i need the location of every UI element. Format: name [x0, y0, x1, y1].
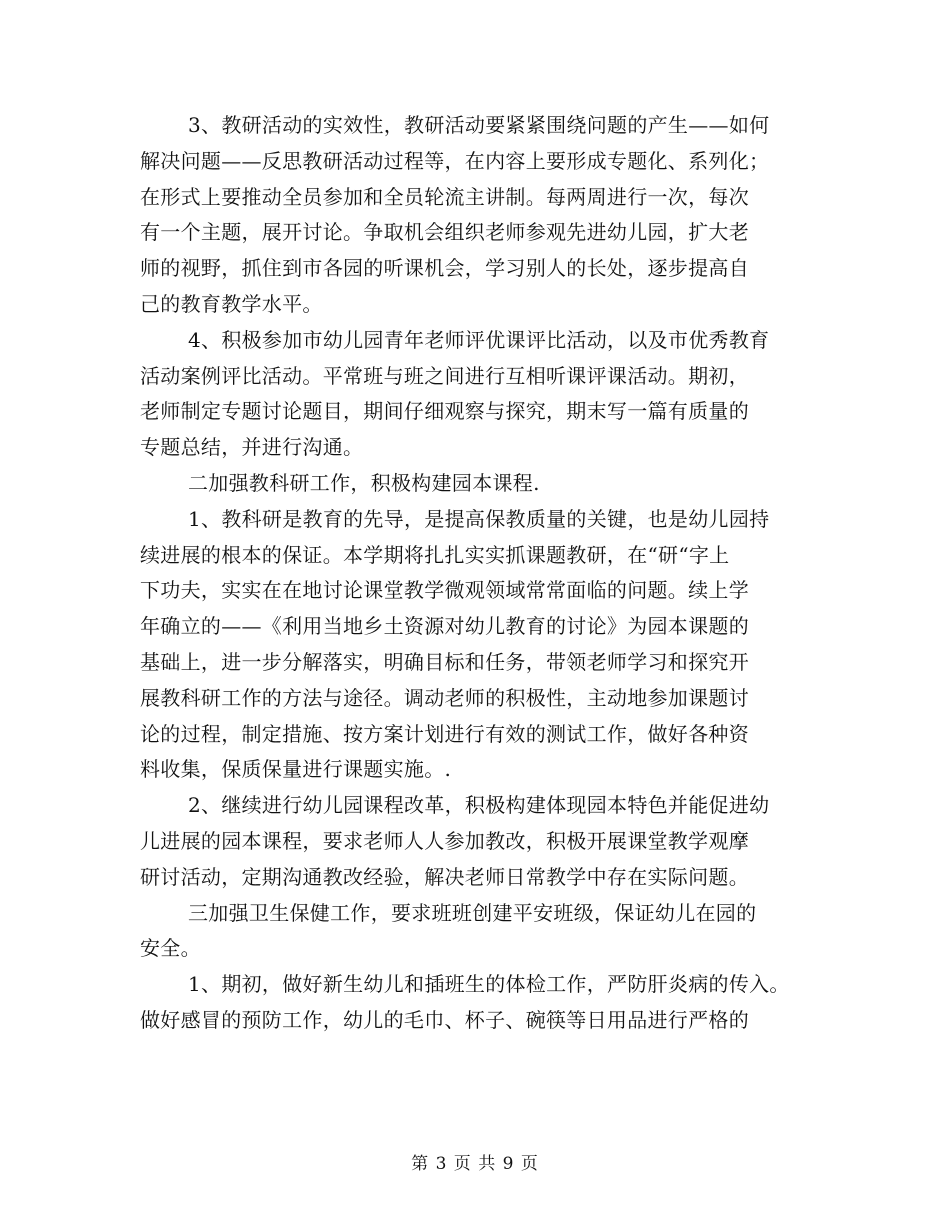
paragraph-line: 解决问题——反思教研活动过程等，在内容上要形成专题化、系列化； — [140, 148, 770, 173]
paragraph-line: 儿进展的园本课程，要求老师人人参加教改，积极开展课堂教学观摩 — [140, 828, 749, 853]
paragraph-line: 在形式上要推动全员参加和全员轮流主讲制。每两周进行一次，每次 — [140, 184, 749, 209]
paragraph-line: 4、积极参加市幼儿园青年老师评优课评比活动，以及市优秀教育 — [188, 327, 770, 352]
paragraph-line: 活动案例评比活动。平常班与班之间进行互相听课评课活动。期初， — [140, 363, 749, 388]
paragraph-line: 有一个主题，展开讨论。争取机会组织老师参观先进幼儿园，扩大老 — [140, 220, 749, 245]
paragraph-line: 下功夫，实实在在地讨论课堂教学微观领域常常面临的问题。续上学 — [140, 578, 749, 603]
paragraph-line: 己的教育教学水平。 — [140, 291, 323, 316]
paragraph-line: 料收集，保质保量进行课题实施。. — [140, 757, 452, 782]
paragraph-line: 续进展的根本的保证。本学期将扎扎实实抓课题教研，在“研“字上 — [140, 542, 730, 567]
paragraph-line: 师的视野，抓住到市各园的听课机会，学习别人的长处，逐步提高自 — [140, 256, 749, 281]
paragraph-line: 老师制定专题讨论题目，期间仔细观察与探究，期末写一篇有质量的 — [140, 399, 749, 424]
paragraph-line: 2、继续进行幼儿园课程改革，积极构建体现园本特色并能促进幼 — [188, 793, 770, 818]
page-number-footer: 第 3 页 共 9 页 — [411, 1154, 539, 1174]
paragraph-line: 做好感冒的预防工作，幼儿的毛巾、杯子、碗筷等日用品进行严格的 — [140, 1007, 749, 1032]
paragraph-line: 1、期初，做好新生幼儿和插班生的体检工作，严防肝炎病的传入。 — [188, 972, 790, 997]
paragraph-line: 论的过程，制定措施、按方案计划进行有效的测试工作，做好各种资 — [140, 721, 749, 746]
section-heading: 三加强卫生保健工作，要求班班创建平安班级，保证幼儿在园的 — [188, 900, 757, 925]
section-heading: 二加强教科研工作，积极构建园本课程. — [188, 470, 540, 495]
document-body — [140, 108, 820, 1039]
paragraph-line: 展教科研工作的方法与途径。调动老师的积极性，主动地参加课题讨 — [140, 685, 749, 710]
paragraph-line: 基础上，进一步分解落实，明确目标和任务，带领老师学习和探究开 — [140, 649, 749, 674]
paragraph-line: 安全。 — [140, 936, 201, 961]
paragraph-line: 1、教科研是教育的先导，是提高保教质量的关键，也是幼儿园持 — [188, 506, 770, 531]
paragraph-line: 3、教研活动的实效性，教研活动要紧紧围绕问题的产生——如何 — [188, 113, 770, 137]
paragraph-line: 研讨活动，定期沟通教改经验，解决老师日常教学中存在实际问题。 — [140, 864, 749, 889]
paragraph-line: 专题总结，并进行沟通。 — [140, 435, 364, 460]
paragraph-line: 年确立的——《利用当地乡土资源对幼儿教育的讨论》为园本课题的 — [140, 614, 749, 639]
